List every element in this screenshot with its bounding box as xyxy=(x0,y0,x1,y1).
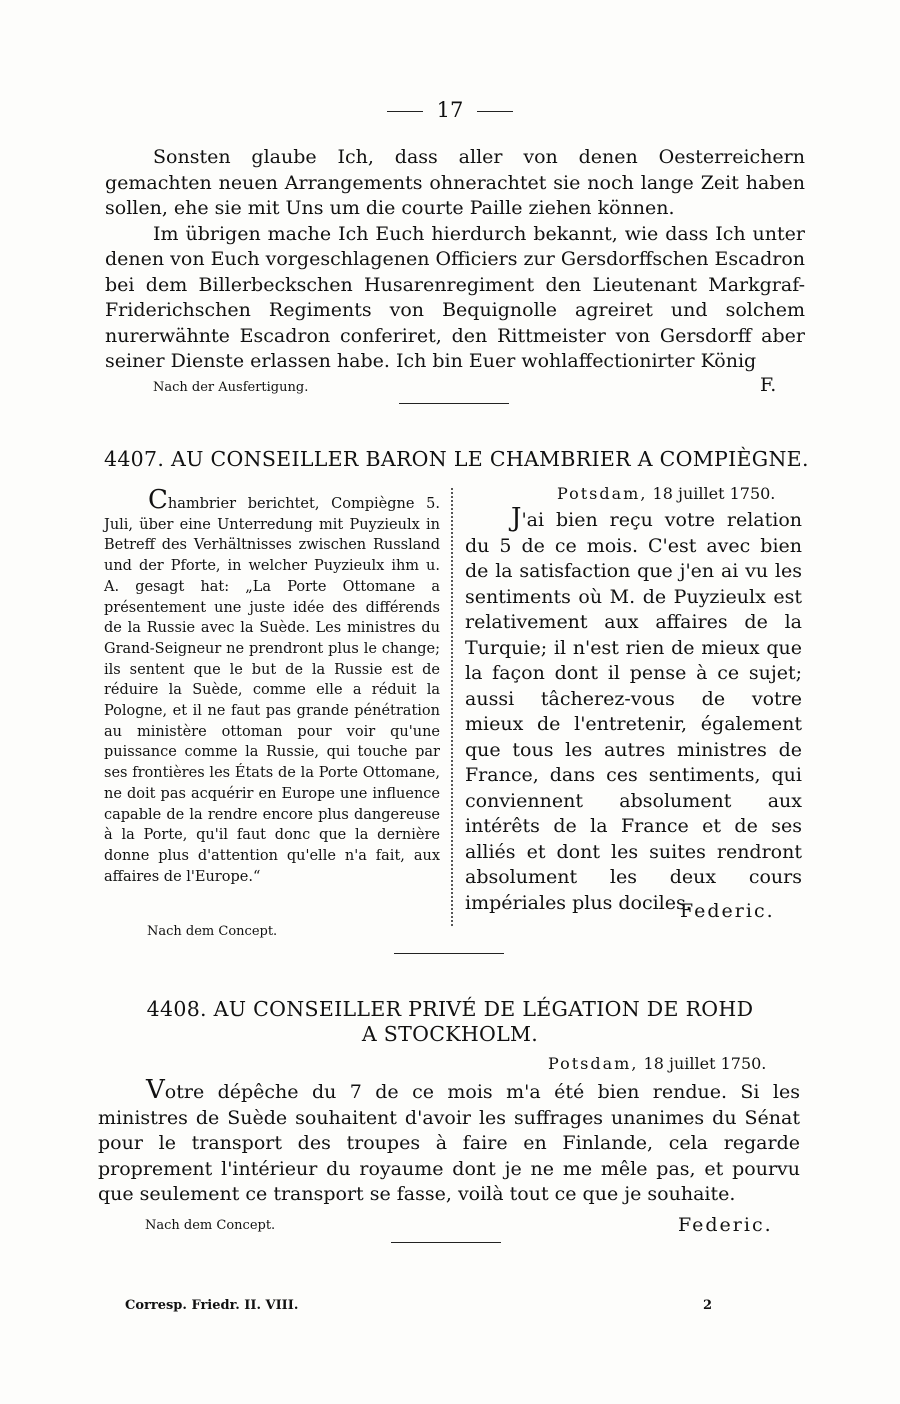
letter-4408-text xyxy=(98,1075,800,1208)
letter-4407-title: 4407. AU CONSEILLER BARON LE CHAMBRIER A COMPIÈGNE. xyxy=(104,447,809,471)
summary-text: hambrier berichtet, Compiègne 5. Juli, über eine Unterredung mit Puyzieulx in Betreff des Verhältnisses zwischen Russland und der Pforte, in welcher Puyzieulx ihm u. A. gesagt hat: „La Porte Ottomane a présentement une juste idée des différends de la Russie avec la Suède. Les ministres du Grand-Seigneur ne prendront plus le change; ils sentent que le but de la Russie est de réduire la Suède, comme elle a réduit la Pologne, et il ne faut pas grande pénétration au ministère ottoman pour voir qu'une puissance comme la Russie, qui touche par ses frontières les États de la Porte Ottomane, ne doit pas acquérir en Europe une influence capable de la rendre encore plus dangereuse à la Porte, qu'il faut donc que la dernière donne plus d'attention qu'elle n'a fait, aux affaires de l'Europe.“ xyxy=(104,496,440,885)
letter-4407-dateline xyxy=(557,484,775,503)
header-dash-right xyxy=(477,111,513,112)
footer-reference: Corresp. Friedr. II. VIII. xyxy=(125,1298,299,1313)
letter-4408-dateline xyxy=(548,1054,766,1073)
intro-paragraph-1: Sonsten glaube Ich, dass aller von denen Oesterreichern gemachten neuen Arrangements ohnerachtet sie noch lange Zeit haben sollen, ehe sie mit Uns um die courte Paille ziehen können. xyxy=(105,146,805,219)
letter-4408-source-note: Nach dem Concept. xyxy=(145,1218,276,1233)
letter-4407-date: 18 juillet 1750. xyxy=(652,484,776,503)
header-dash-left xyxy=(387,111,423,112)
intro-text xyxy=(105,145,805,375)
letter-4408-body: otre dépêche du 7 de ce mois m'a été bien rendue. Si les ministres de Suède souhaitent d'avoir les suffrages unanimes du Sénat pour le transport des troupes à faire en Finlande, cela regarde proprement l'intérieur du royaume dont je ne me mêle pas, et pourvu que seulement ce transport se fasse, voilà tout ce que je souhaite. xyxy=(98,1081,800,1205)
intro-source-note: Nach der Ausfertigung. xyxy=(153,380,309,395)
letter-4407-body: 'ai bien reçu votre relation du 5 de ce mois. C'est avec bien de la satisfaction que j'en ai vu les sentiments où M. de Puyzieulx est relativement aux affaires de la Turquie; il n'est rien de mieux que la façon dont il pense à ce sujet; aussi tâcherez-vous de votre mieux de l'entretenir, également que tous les autres ministres de France, dans ces sentiments, qui conviennent absolument aux intérêts de la France et de ses alliés et dont les suites rendront absolument les deux cours impériales plus dociles. xyxy=(465,509,802,914)
column-divider xyxy=(451,488,453,926)
text-initial: J xyxy=(511,503,522,533)
letter-4407-summary xyxy=(104,485,440,887)
page-number: 17 xyxy=(436,98,464,122)
letter-4407-signature: Federic. xyxy=(680,900,775,922)
intro-signature: F. xyxy=(760,374,777,396)
letter-4408-place: Potsdam, xyxy=(548,1054,639,1073)
page-header xyxy=(0,98,900,122)
letter-4408-signature: Federic. xyxy=(678,1214,773,1236)
letter-4407-text xyxy=(465,503,802,916)
footer-signature-mark: 2 xyxy=(703,1298,713,1313)
letter-4408-initial: V xyxy=(146,1075,165,1105)
section-divider-3 xyxy=(391,1242,501,1243)
letter-4408-title-line-1: 4408. AU CONSEILLER PRIVÉ DE LÉGATION DE ROHD xyxy=(146,997,754,1021)
letter-4408-date: 18 juillet 1750. xyxy=(643,1054,767,1073)
letter-4407-source-note: Nach dem Concept. xyxy=(147,924,278,939)
section-divider-2 xyxy=(394,953,504,954)
section-divider-1 xyxy=(399,403,509,404)
intro-paragraph-2: Im übrigen mache Ich Euch hierdurch bekannt, wie dass Ich unter denen von Euch vorgeschlagenen Officiers zur Gersdorffschen Escadron bei dem Billerbeckschen Husarenregiment den Lieutenant Markgraf-Friderichschen Regiments von Bequignolle agreiret und solchem nurerwähnte Escadron conferiret, den Rittmeister von Gersdorff aber seiner Dienste erlassen habe. Ich bin Euer wohlaffectionirter König xyxy=(105,222,805,372)
letter-4407-place: Potsdam, xyxy=(557,484,648,503)
letter-4408-title xyxy=(100,997,800,1047)
summary-initial: C xyxy=(148,485,168,515)
letter-4408-title-line-2: A STOCKHOLM. xyxy=(361,1022,539,1046)
